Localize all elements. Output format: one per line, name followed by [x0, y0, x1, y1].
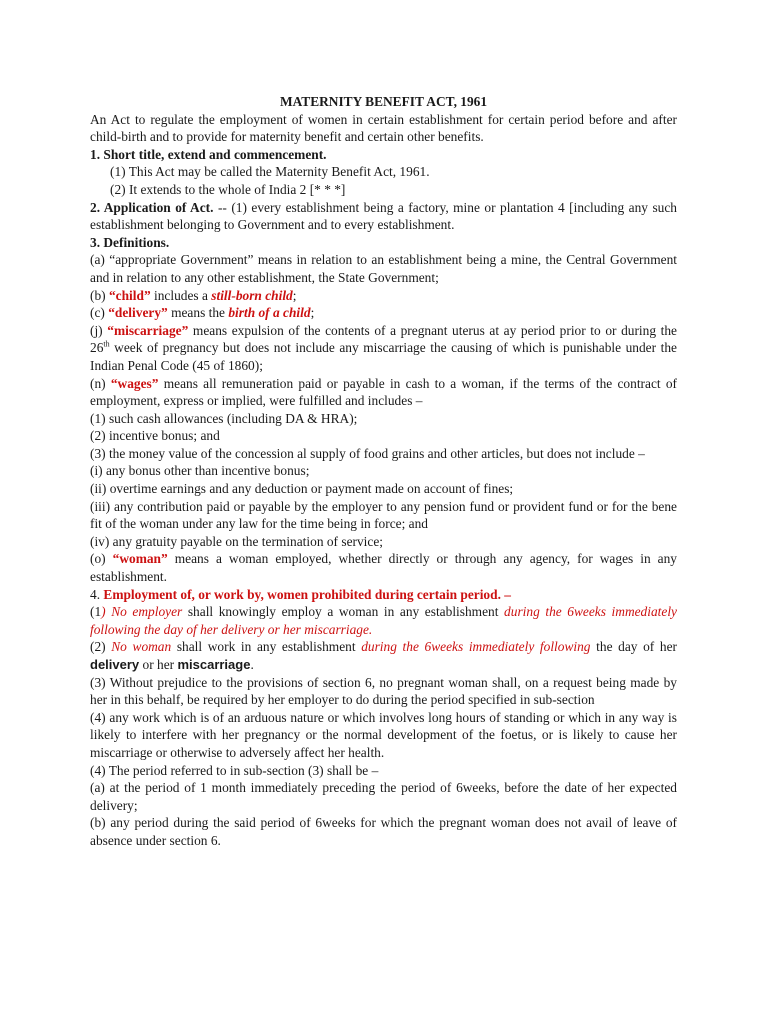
section-3-heading: 3. Definitions.	[90, 234, 170, 250]
section-1-heading: 1. Short title, extend and commencement.	[90, 146, 327, 162]
section-4-heading	[90, 586, 677, 604]
section-4-2-period: during the 6weeks immediately following	[361, 639, 591, 655]
term-delivery: “delivery”	[108, 305, 168, 321]
section-2-text: -- (1) every establishment being a factory, mine or plantation 4 [including any such establishment belonging to Government and to every establishment.	[90, 199, 677, 233]
section-4-3: (3) Without prejudice to the provisions of section 6, no pregnant woman shall, on a request being made by her in this behalf, be required by her employer to do during the period specified in sub-section	[90, 674, 677, 708]
section-1-1: (1) This Act may be called the Maternity Benefit Act, 1961.	[110, 164, 430, 180]
section-4-1-period: during the 6weeks immediately following the day of her delivery or her miscarriage.	[90, 604, 677, 637]
wages-item-2: (2) incentive bonus; and	[90, 428, 220, 444]
section-4-2-miscarriage: miscarriage	[177, 657, 251, 672]
section-4-2-text: shall work in any establishment	[171, 639, 362, 655]
wages-exclusion-iii: (iii) any contribution paid or payable by the employer to any pension fund or provident fund or for the bene fit of the woman under any law for the time being in force; and	[90, 498, 677, 532]
superscript-th: th	[103, 339, 110, 349]
document-title: MATERNITY BENEFIT ACT, 1961	[279, 94, 488, 109]
term-birth-of-a-child: birth of a child	[228, 305, 311, 321]
wages-exclusion-ii: (ii) overtime earnings and any deduction or payment made on account of fines;	[90, 481, 514, 497]
section-4-2-text-2: the day of her	[590, 639, 677, 655]
definition-n-text: means all remuneration paid or payable in cash to a woman, if the terms of the contract of employment, express or implied, were fulfilled and includes –	[90, 375, 677, 409]
term-wages: “wages”	[110, 375, 159, 391]
section-4-4-b: (b) any period during the said period of 6weeks for which the pregnant woman does not avail of leave of absence under section 6.	[90, 815, 677, 848]
section-4-1-text: shall knowingly employ a woman in any establishment	[182, 604, 505, 620]
definition-c-label: (c)	[90, 305, 109, 321]
definition-b-end: ;	[292, 287, 297, 303]
definition-j-text: means expulsion of the contents of a pregnant uterus at ay period prior to or during the 26	[90, 322, 677, 356]
definition-j	[90, 322, 677, 375]
section-2	[90, 199, 677, 234]
term-woman: “woman”	[112, 551, 168, 567]
definition-b-mid: includes a	[150, 287, 212, 303]
section-4-2	[90, 638, 677, 673]
section-2-heading: 2. Application of Act.	[90, 199, 214, 215]
section-4-2-label: (2)	[90, 639, 112, 655]
definition-b-label: (b)	[90, 287, 109, 303]
definition-o	[90, 550, 677, 585]
definition-b	[90, 287, 677, 305]
wages-exclusion-iv: (iv) any gratuity payable on the termination of service;	[90, 533, 384, 549]
wages-item-3: (3) the money value of the concession al supply of food grains and other articles, but does not include –	[90, 445, 645, 461]
section-4-number: 4.	[90, 586, 104, 602]
definition-o-label: (o)	[90, 551, 113, 567]
section-4-4-work: (4) any work which is of an arduous nature or which involves long hours of standing or which in any way is likely to interfere with her pregnancy or the normal development of the foetus, or is likely to cause her miscarriage or otherwise to adversely affect her health.	[90, 709, 677, 760]
definition-o-text: means a woman employed, whether directly or through any agency, for wages in any establishment.	[90, 551, 678, 585]
definition-j-label: (j)	[90, 322, 108, 338]
definition-n-label: (n)	[90, 375, 111, 391]
definition-c-mid: means the	[167, 305, 229, 321]
wages-exclusion-i: (i) any bonus other than incentive bonus;	[90, 463, 310, 479]
definition-n	[90, 375, 677, 410]
section-4-1-label: (1	[90, 604, 102, 620]
definition-j-text-2: week of pregnancy but does not include any miscarriage the causing of which is punishable under the Indian Penal Code (45 of 1860);	[90, 340, 677, 373]
section-4-1-emphasis: ) No employer	[101, 604, 183, 620]
definition-c-end: ;	[310, 305, 315, 321]
section-4-4-period: (4) The period referred to in sub-section (3) shall be –	[90, 762, 379, 778]
section-1-2: (2) It extends to the whole of India 2 [* * *]	[110, 181, 346, 197]
wages-item-1: (1) such cash allowances (including DA & HRA);	[90, 410, 358, 426]
section-4-2-end: .	[250, 657, 254, 672]
section-4-2-emphasis: No woman	[111, 639, 172, 655]
section-4-title: Employment of, or work by, women prohibited during certain period. –	[103, 586, 511, 602]
term-miscarriage: “miscarriage”	[107, 322, 189, 338]
section-4-2-text-3: or her	[139, 657, 178, 672]
definition-a: (a) “appropriate Government” means in relation to an establishment being a mine, the Central Government and in relation to any other establishment, the State Government;	[90, 252, 677, 285]
document-page	[90, 93, 677, 850]
act-intro: An Act to regulate the employment of women in certain establishment for certain period before and after child-birth and to provide for maternity benefit and certain other benefits.	[90, 111, 677, 145]
section-4-2-delivery: delivery	[90, 657, 140, 672]
section-4-1	[90, 603, 677, 638]
term-child: “child”	[108, 287, 151, 303]
section-4-4-a: (a) at the period of 1 month immediately preceding the period of 6weeks, before the date of her expected delivery;	[90, 780, 677, 813]
term-still-born-child: still-born child	[211, 287, 293, 303]
definition-c	[90, 304, 677, 322]
